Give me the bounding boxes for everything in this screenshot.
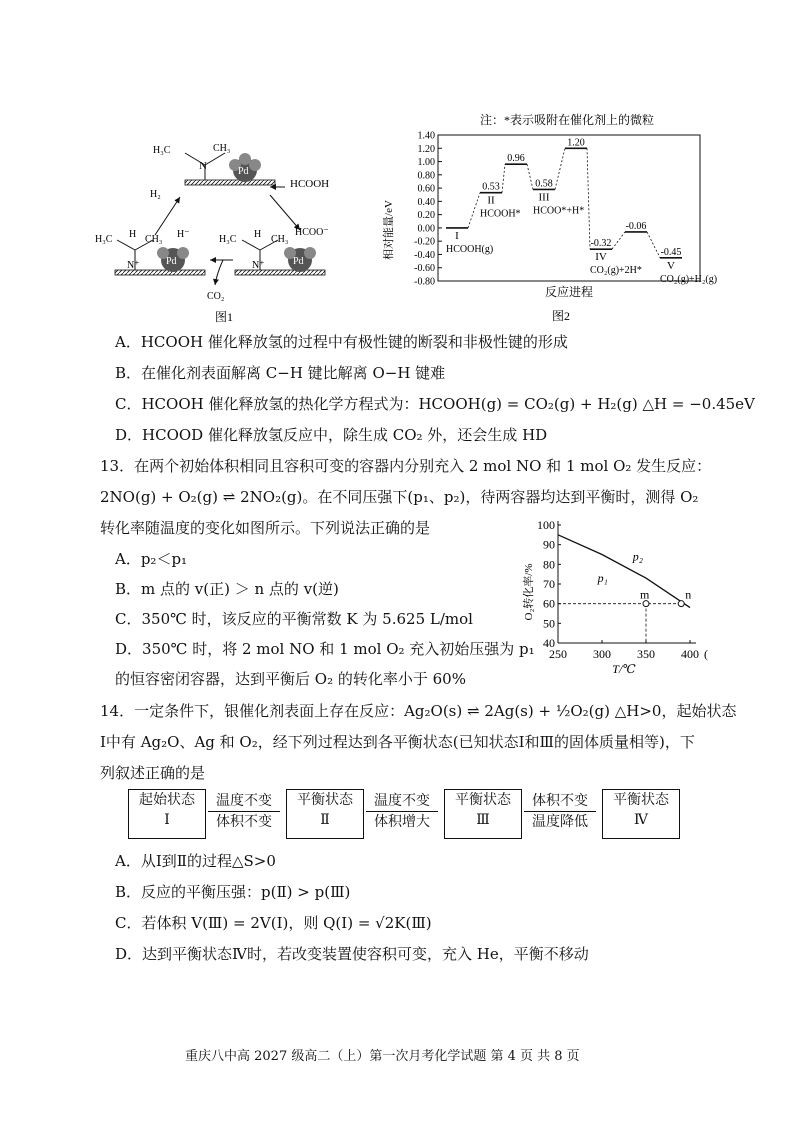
flow-state-1-roman: Ⅰ: [164, 812, 170, 828]
figure-2-xlabel: 反应进程: [545, 285, 594, 299]
energy-connector: [468, 193, 480, 228]
q13-cut-mark: (: [704, 647, 708, 661]
flow-state-1: [128, 789, 206, 839]
flow-arrow-1: [206, 791, 282, 832]
energy-connector: [502, 164, 505, 193]
q13-xtick-label: 250: [549, 647, 567, 661]
q13-ytick-label: 50: [543, 616, 555, 631]
q13-stem-2: 2NO(g) + O₂(g) ⇌ 2NO₂(g)。在不同压强下(p₁、p₂)，待两容器均达到平衡时，测得 O₂: [100, 488, 699, 506]
flow-state-3: [444, 789, 522, 839]
q13-xtick-label: 400: [681, 647, 699, 661]
fig2-ytick-label: 0.60: [417, 183, 435, 195]
energy-value-label: -0.32: [590, 238, 612, 250]
energy-value-label: 0.53: [482, 181, 500, 193]
q13-stem-3: 转化率随温度的变化如图所示。下列说法正确的是: [100, 519, 431, 537]
energy-level-species: HCOO*+H*: [533, 205, 585, 217]
flow-arrow-3-bottom: 温度降低: [532, 814, 588, 830]
flow-state-3-roman: Ⅲ: [476, 812, 490, 828]
fig2-ytick-label: 1.00: [417, 157, 435, 169]
figure-2-note: 注：*表示吸附在催化剂上的微粒: [480, 113, 655, 127]
page-footer: 重庆八中高 2027 级高二（上）第一次月考化学试题 第 4 页 共 8 页: [185, 1049, 580, 1064]
fig2-ytick-label: -0.60: [414, 263, 435, 275]
q13-region-p2: p₂: [632, 549, 643, 564]
energy-connector: [555, 148, 565, 189]
energy-level-species: HCOOH(g): [446, 243, 494, 255]
top-pd: Pd: [238, 166, 249, 177]
q13-option-d-1: D．350℃ 时，将 2 mol NO 和 1 mol O₂ 充入初始压强为 p₁: [115, 640, 535, 658]
flow-arrow-1-top: 温度不变: [216, 793, 272, 809]
right-pd: Pd: [293, 256, 304, 267]
flow-state-4-label: 平衡状态: [613, 792, 669, 808]
energy-connector: [612, 232, 625, 249]
q13-option-a: A．p₂＜p₁: [115, 550, 188, 568]
fig2-ytick-label: -0.40: [414, 249, 435, 261]
right-hcoo: HCOO⁻: [295, 227, 329, 238]
fig2-ytick-label: 1.20: [417, 143, 435, 155]
q14-stem-3: 列叙述正确的是: [100, 764, 206, 782]
energy-connector: [647, 232, 660, 258]
right-ch3: CH₃: [271, 234, 289, 245]
q14-option-d: D．达到平衡状态Ⅳ时，若改变装置使容积可变，充入 He，平衡不移动: [115, 945, 589, 963]
right-nplus: N⁺: [252, 260, 265, 271]
figure-1-label: 图1: [215, 310, 234, 324]
q14-stem-2: Ⅰ中有 Ag₂O、Ag 和 O₂，经下列过程达到各平衡状态(已知状态Ⅰ和Ⅲ的固体质量相等)，下: [100, 733, 695, 751]
flow-arrow-3-top: 体积不变: [532, 793, 588, 809]
q13-ytick-label: 70: [543, 577, 555, 591]
flow-state-2-label: 平衡状态: [297, 792, 353, 808]
flow-state-2: [286, 789, 364, 839]
energy-value-label: -0.45: [660, 246, 682, 258]
fig2-ytick-label: 1.40: [417, 130, 435, 142]
energy-level-roman: V: [667, 259, 675, 272]
energy-value-label: -0.06: [625, 220, 647, 232]
energy-connector: [587, 148, 590, 249]
flow-arrow-3: [522, 791, 598, 832]
figure-2-svg: [380, 110, 720, 325]
figure-2-label: 图2: [552, 309, 571, 323]
q13-point-label: m: [640, 587, 650, 602]
figure-1: [95, 125, 375, 325]
energy-level-species: HCOOH*: [480, 208, 521, 220]
catalyst-surface-top: [185, 180, 275, 185]
catalyst-surface-right: [235, 270, 325, 275]
flow-state-3-label: 平衡状态: [455, 792, 511, 808]
q13-ytick-label: 60: [543, 596, 555, 611]
q14-flowchart: [128, 789, 688, 845]
flow-arrow-1-bottom: 体积不变: [216, 814, 272, 830]
q12-option-d: D．HCOOD 催化释放氢反应中，除生成 CO₂ 外，还会生成 HD: [115, 426, 548, 444]
fig2-ytick-label: 0.80: [417, 170, 435, 182]
left-h: H: [129, 229, 137, 240]
energy-value-label: 0.58: [535, 178, 553, 190]
flow-arrow-2-top: 温度不变: [374, 793, 430, 809]
flow-state-4: [602, 789, 680, 839]
flow-state-4-roman: Ⅳ: [634, 812, 648, 828]
fig2-ytick-label: 0.00: [417, 223, 435, 235]
left-h-minus: H⁻: [177, 229, 190, 240]
energy-level-roman: III: [538, 191, 550, 204]
q13-chart-svg: [520, 515, 720, 680]
q13-option-c: C．350℃ 时，该反应的平衡常数 K 为 5.625 L/mol: [115, 610, 473, 628]
flow-arrow-2: [364, 791, 440, 832]
q13-xtick-label: 350: [637, 647, 655, 661]
energy-level-species: CO₂(g)+2H*: [590, 265, 642, 277]
q14-stem-1: 14．一定条件下，银催化剂表面上存在反应：Ag₂O(s) ⇌ 2Ag(s) + ½O₂(g) △H>0，起始状态: [100, 702, 737, 720]
q13-ytick-label: 80: [543, 557, 555, 572]
q13-chart: [520, 515, 720, 680]
q12-option-c: C．HCOOH 催化释放氢的热化学方程式为：HCOOH(g) = CO₂(g) + H₂(g) △H = −0.45eV: [115, 395, 755, 413]
right-h: H: [254, 229, 262, 240]
flow-state-1-label: 起始状态: [139, 792, 195, 808]
q13-ytick-label: 100: [537, 518, 555, 532]
energy-level-roman: II: [487, 194, 495, 207]
fig2-ytick-label: -0.80: [414, 276, 435, 288]
q13-point-n: [678, 601, 684, 607]
q14-option-b: B．反应的平衡压强：p(Ⅱ) > p(Ⅲ): [115, 883, 351, 901]
top-n: N: [199, 160, 207, 172]
q13-point-label: n: [685, 587, 692, 602]
right-h3c: H₃C: [219, 234, 237, 245]
q13-region-p1: p₁: [597, 571, 608, 586]
flow-arrow-2-bottom: 体积增大: [374, 814, 430, 830]
left-nplus: N⁺: [127, 260, 140, 271]
q13-xtick-label: 300: [593, 647, 611, 661]
q13-option-b: B．m 点的 v(正) ＞ n 点的 v(逆): [115, 580, 339, 598]
figure-2-ylabel: 相对能量/eV: [383, 200, 395, 260]
q14-option-c: C．若体积 V(Ⅲ) = 2V(Ⅰ)，则 Q(Ⅰ) = √2K(Ⅲ): [115, 914, 432, 932]
q14-option-a: A．从Ⅰ到Ⅱ的过程△S>0: [115, 852, 276, 870]
energy-level-roman: I: [455, 229, 459, 242]
left-h3c: H₃C: [95, 234, 113, 245]
fig2-ytick-label: 0.40: [417, 196, 435, 208]
q13-stem-1: 13．在两个初始体积相同且容积可变的容器内分别充入 2 mol NO 和 1 mol O₂ 发生反应：: [100, 457, 712, 475]
figure-1-svg: [95, 125, 375, 325]
flow-state-2-roman: Ⅱ: [320, 812, 330, 828]
energy-level-roman: IV: [595, 251, 607, 264]
q12-option-a: A．HCOOH 催化释放氢的过程中有极性键的断裂和非极性键的形成: [115, 333, 568, 351]
fig2-ytick-label: -0.20: [414, 236, 435, 248]
energy-level-species: CO₂(g)+H₂(g): [660, 273, 718, 285]
energy-connector: [527, 164, 533, 189]
fig2-ytick-label: 0.20: [417, 210, 435, 222]
q13-ytick-label: 90: [543, 537, 555, 552]
q13-curve: [558, 535, 690, 608]
q13-option-d-2: 的恒容密闭容器，达到平衡后 O₂ 的转化率小于 60%: [115, 670, 466, 688]
left-pd: Pd: [166, 256, 177, 267]
left-ch3: CH₃: [145, 234, 163, 245]
q13-xlabel: T/℃: [612, 662, 636, 676]
energy-value-label: 1.20: [567, 137, 585, 149]
top-h3c: H₃C: [153, 145, 171, 156]
q13-ytick-label: 40: [543, 636, 555, 650]
co2-label: CO₂: [207, 291, 225, 302]
figure-2: [380, 110, 720, 325]
hcooh-label: HCOOH: [290, 178, 330, 190]
energy-value-label: 0.96: [507, 153, 525, 165]
q13-ylabel: O₂转化率/%: [523, 563, 535, 621]
q12-option-b: B．在催化剂表面解离 C−H 键比解离 O−H 键难: [115, 364, 446, 382]
h2-label: H₂: [150, 189, 161, 200]
top-ch3: CH₃: [213, 143, 231, 154]
